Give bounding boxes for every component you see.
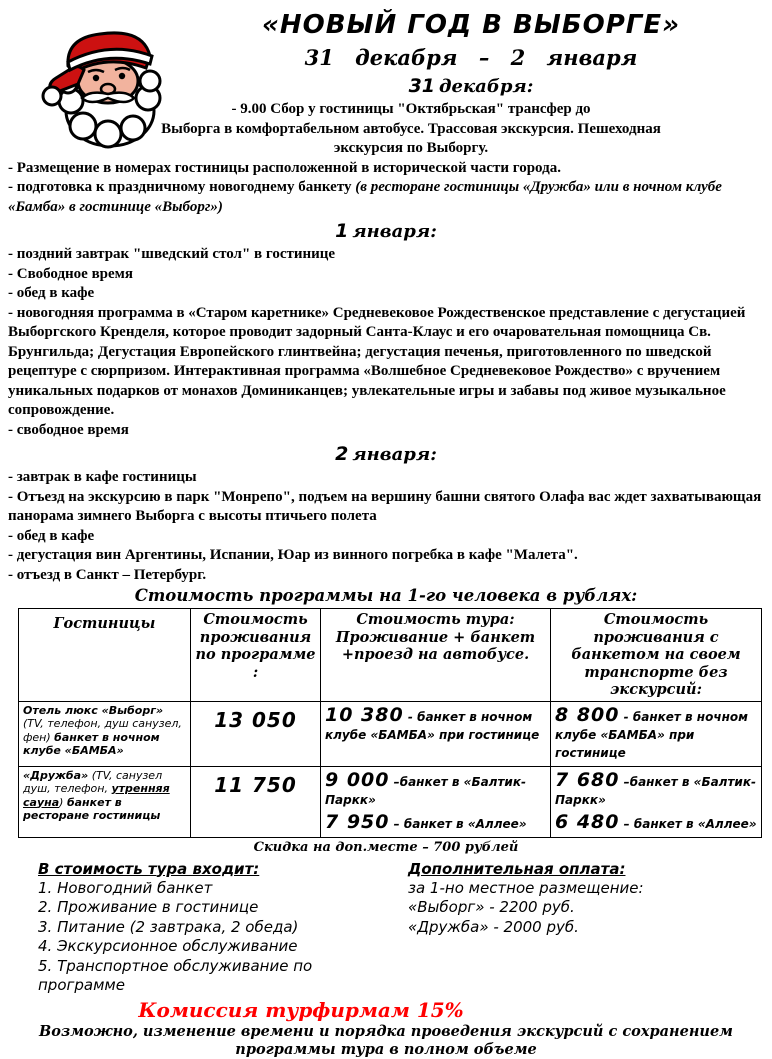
included-list <box>38 860 378 996</box>
list-item: 1. Новогодний банкет <box>38 878 213 897</box>
section-heading-jan2: 2 января: <box>335 443 437 465</box>
table-header-row <box>19 609 762 702</box>
tour-price-cell: 9 000 –банкет в «Балтик-Паркк» 7 950 – банкет в «Аллее» <box>321 766 551 837</box>
intro-line: Выборга в комфортабельном автобусе. Трассовая экскурсия. Пешеходная <box>161 120 661 137</box>
program-item: - Отъезд на экскурсию в парк "Монрепо", подъем на вершину башни святого Олафа вас ждет захватывающая панорама зимнего Выборга с высоты птичьего полета <box>8 488 762 524</box>
col-header-own-transport: Стоимость проживания с банкетом на своем транспорте без экскурсий: <box>551 609 762 702</box>
table-row <box>19 766 762 837</box>
hotel-vyborg-cell: Отель люкс «Выборг» (TV, телефон, душ санузел, фен) банкет в ночном клубе «БАМБА» <box>19 701 191 766</box>
program-item: - обед в кафе <box>8 285 95 301</box>
date-range: 31 декабря – 2 января <box>304 45 638 70</box>
pricing-title: Стоимость программы на 1-го человека в рублях: <box>134 586 638 605</box>
tour-price-cell: 10 380 - банкет в ночном клубе «БАМБА» при гостинице <box>321 701 551 766</box>
table-row <box>19 701 762 766</box>
list-item: 4. Экскурсионное обслуживание <box>38 937 298 955</box>
footer-note: Возможно, изменение времени и порядка проведения экскурсий с сохранением программы тура в полном объеме <box>39 1022 733 1058</box>
price-program-cell: 11 750 <box>191 766 321 837</box>
col-header-hotels: Гостиницы <box>19 609 191 702</box>
document-page <box>0 10 772 1058</box>
extra-payment-title: Дополнительная оплата: <box>408 859 626 878</box>
price-program-cell: 13 050 <box>191 701 321 766</box>
section-heading-dec31: 31 декабря: <box>408 75 534 97</box>
section-heading-jan1: 1 января: <box>335 220 437 242</box>
list-item: 5. Транспортное обслуживание по программе <box>38 956 313 994</box>
jan1-items <box>8 245 766 440</box>
jan2-items <box>8 468 766 585</box>
program-item: - Свободное время <box>8 265 134 282</box>
hotel-druzhba-cell: «Дружба» (TV, санузел душ, телефон, утренняя сауна) банкет в ресторане гостиницы <box>19 766 191 837</box>
santa-icon <box>38 26 170 150</box>
price-table <box>18 608 762 838</box>
page-title: «НОВЫЙ ГОД В ВЫБОРГЕ» <box>261 10 681 40</box>
list-item: 3. Питание (2 завтрака, 2 обеда) <box>38 917 299 936</box>
col-header-tour-price: Стоимость тура: Проживание + банкет +проезд на автобусе. <box>321 609 551 702</box>
own-transport-price-cell: 8 800 - банкет в ночном клубе «БАМБА» при гостинице <box>551 701 762 766</box>
included-title: В стоимость тура входит: <box>38 859 260 878</box>
list-item: «Выборг» - 2200 руб. <box>408 898 575 916</box>
intro-line: экскурсия по Выборгу. <box>333 140 489 156</box>
header <box>170 10 772 99</box>
program-item: - новогодняя программа в «Старом каретнике» Средневековое Рождественское представление с дегустацией Выборгского Кренделя, которое проводит задорный Санта-Клаус и его очаровательная помощница Св. Брунгильда; Дегустация Европейского глинтвейна; дегустация печенья, приготовленного по шведской рецептуре с сюрпризом. Интерактивная программа «Волшебное Средневековое Рождество» с вручением уникальных подарков от монахов Доминиканцев; увлекательные игры и забавы под живое музыкальное сопровождение. <box>8 304 746 418</box>
commission-note: Комиссия турфирмам 15% <box>138 997 464 1022</box>
extra-payment-list <box>408 860 738 996</box>
program-item: - завтрак в кафе гостиницы <box>8 469 197 485</box>
program-item: - обед в кафе <box>8 527 95 544</box>
list-item: «Дружба» - 2000 руб. <box>408 917 579 936</box>
program-item: - отъезд в Санкт – Петербург. <box>8 566 207 583</box>
intro-line: - 9.00 Сбор у гостиницы "Октябрьская" трансфер до <box>231 101 591 117</box>
program-item: - Размещение в номерах гостиницы расположенной в исторической части города. <box>8 159 561 176</box>
list-item: 2. Проживание в гостинице <box>38 898 259 916</box>
program-item: - дегустация вин Аргентины, Испании, Юар из винного погребка в кафе "Малета". <box>8 547 578 563</box>
list-item: за 1-но местное размещение: <box>408 878 644 897</box>
program-item: - поздний завтрак "шведский стол" в гостинице <box>8 246 336 262</box>
program-item: - свободное время <box>8 421 129 438</box>
col-header-stay-price: Стоимость проживания по программе : <box>191 609 321 702</box>
own-transport-price-cell: 7 680 –банкет в «Балтик-Паркк» 6 480 – банкет в «Аллее» <box>551 766 762 837</box>
discount-note: Скидка на доп.месте – 700 рублей <box>253 839 519 855</box>
program-item: - подготовка к праздничному новогоднему банкету (в ресторане гостиницы «Дружба» или в ночном клубе «Бамба» в гостинице «Выборг») <box>8 179 722 215</box>
dec31-items <box>8 159 766 218</box>
bottom-columns <box>0 860 772 996</box>
